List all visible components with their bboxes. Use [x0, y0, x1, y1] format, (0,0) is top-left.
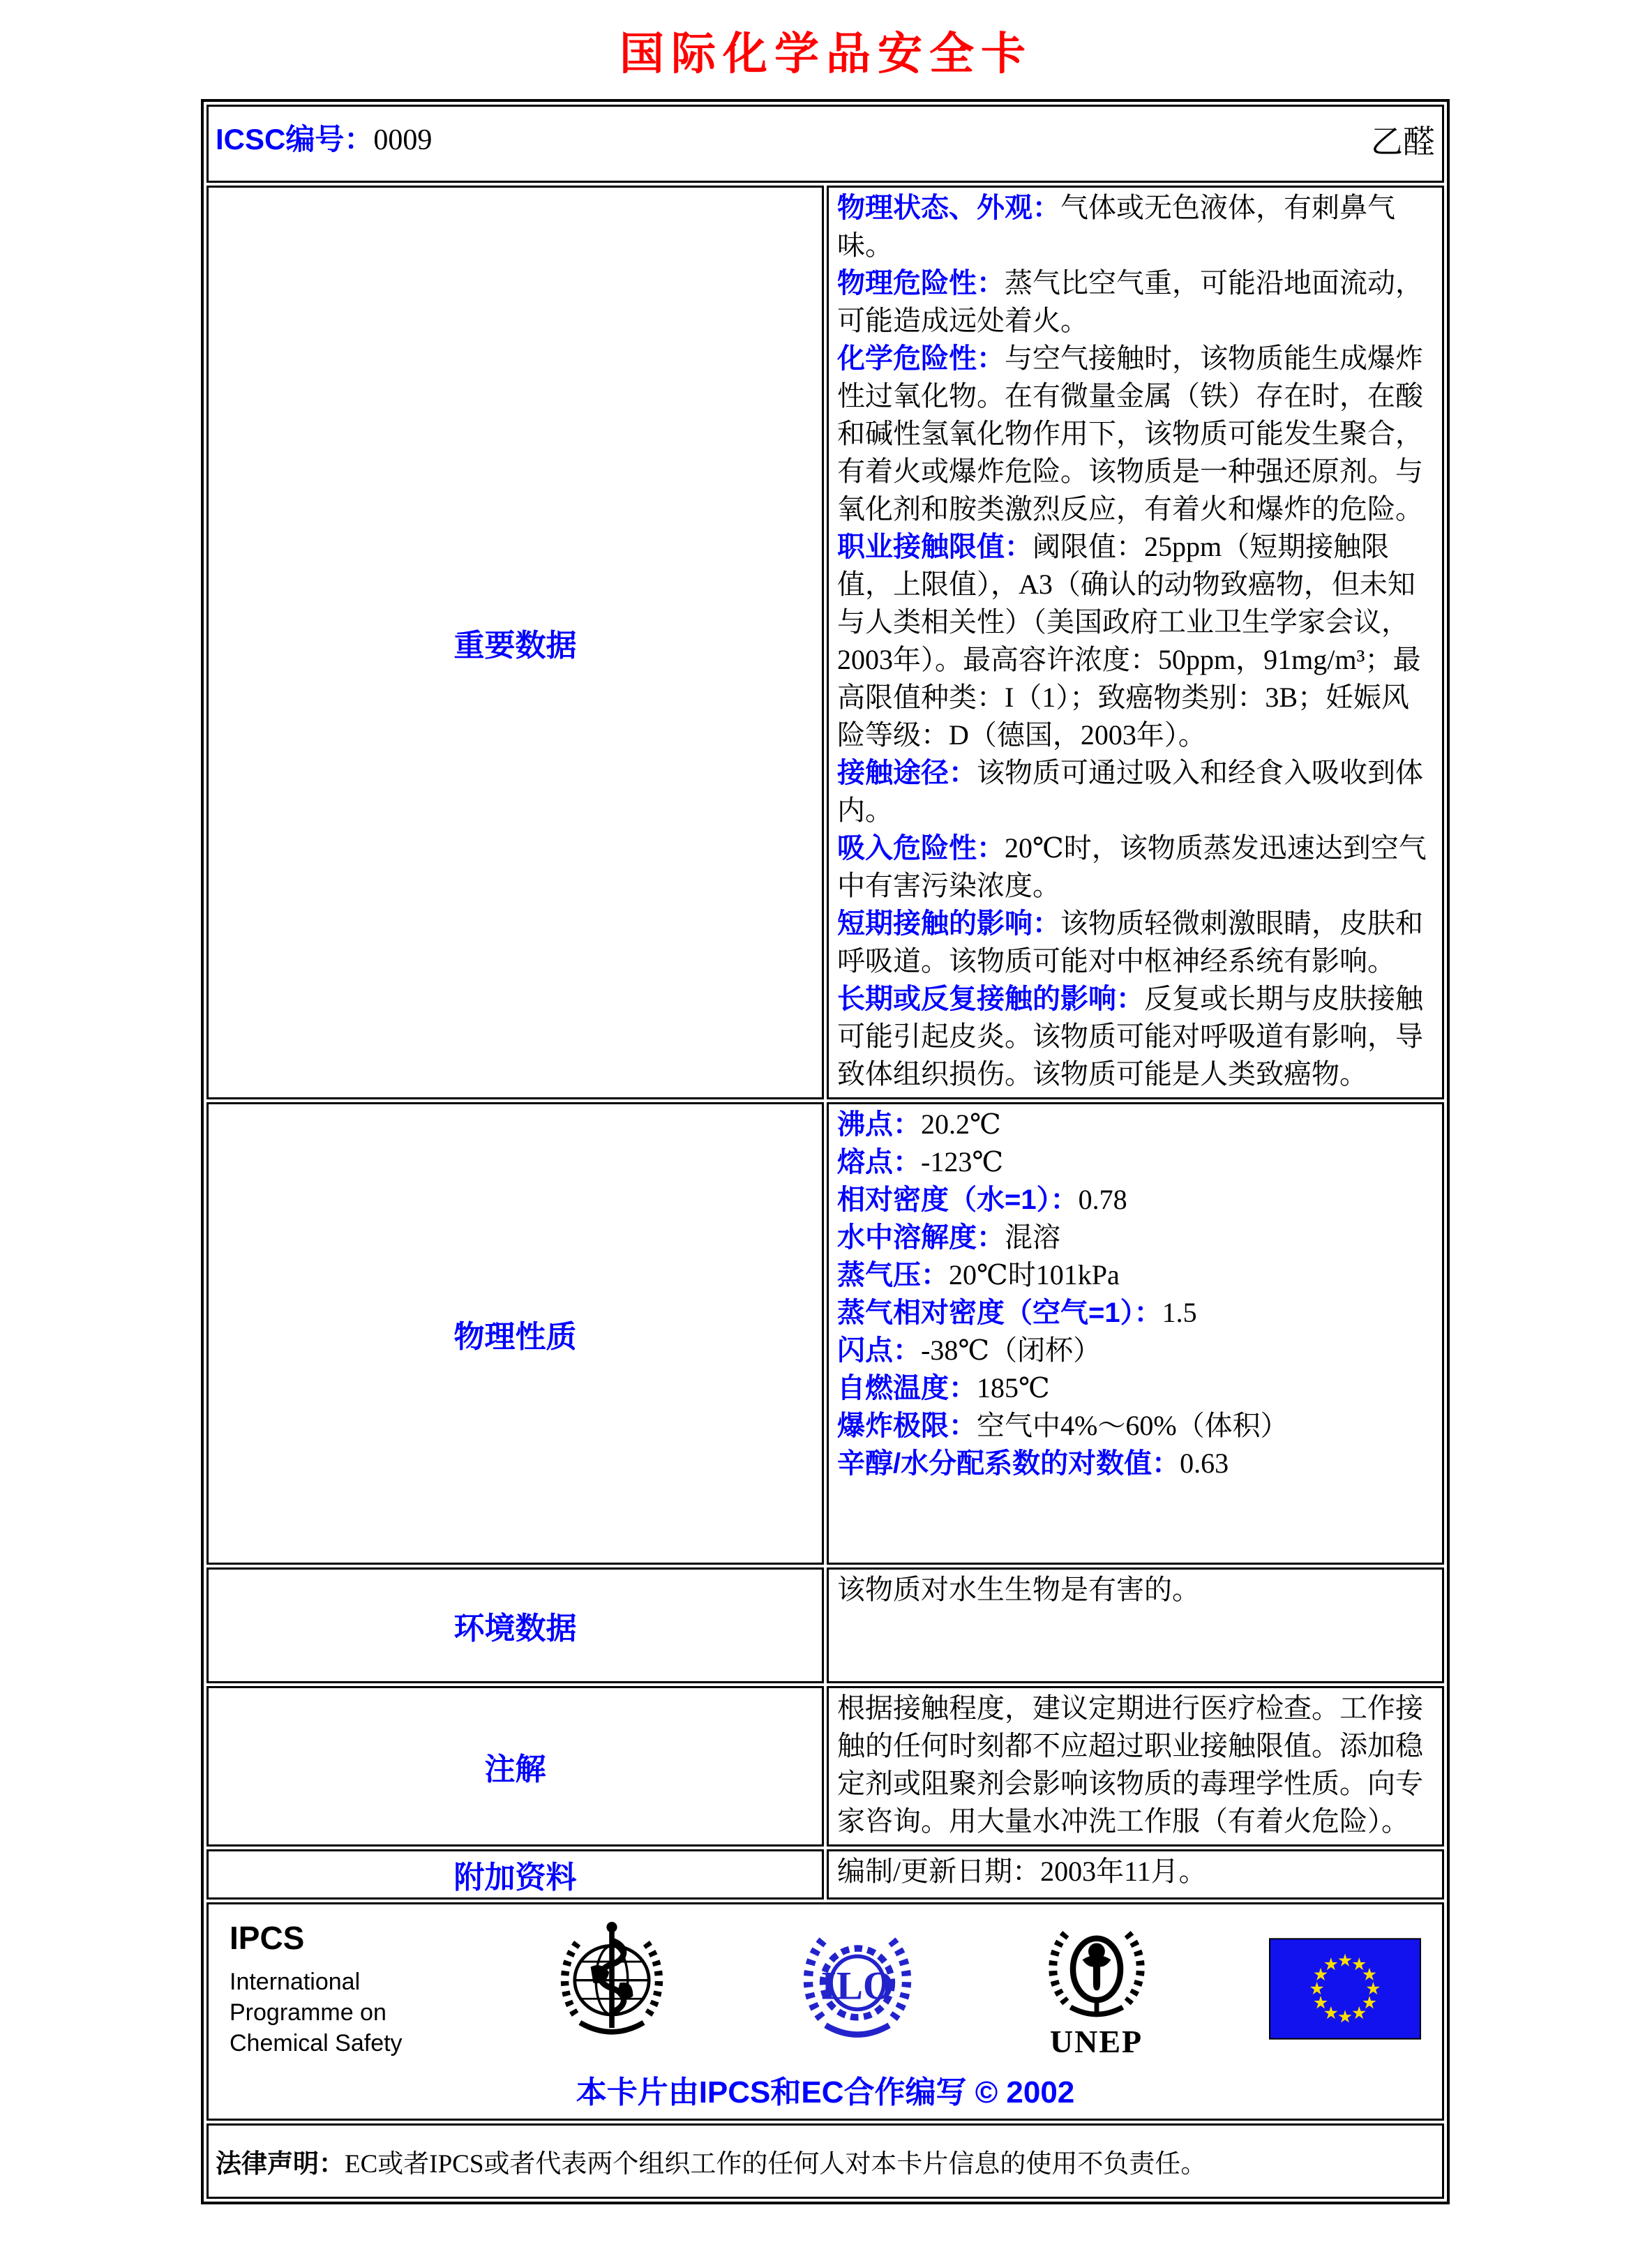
- cooperation-caption: 本卡片由IPCS和EC合作编写 © 2002: [576, 2075, 1075, 2110]
- field-physical-state: 物理状态、外观：气体或无色液体，有刺鼻气味。: [837, 192, 1395, 261]
- unep-logo-icon: [1037, 1917, 1156, 2029]
- important-data-content: [827, 186, 1444, 1099]
- field-melting-point: 熔点：-123℃: [837, 1146, 1004, 1178]
- additional-info-text: 编制/更新日期：2003年11月。: [837, 1856, 1207, 1887]
- legal-notice-text: EC或者IPCS或者代表两个组织工作的任何人对本卡片信息的使用不负责任。: [345, 2150, 1207, 2179]
- field-inhalation-risk: 吸入危险性：20℃时，该物质蒸发迅速达到空气中有害污染浓度。: [837, 832, 1427, 901]
- field-boiling-point: 沸点：20.2℃: [837, 1108, 1001, 1140]
- who-logo-icon: [546, 1919, 678, 2059]
- physical-properties-content: [827, 1102, 1444, 1565]
- section-notes-row: [206, 1686, 1444, 1847]
- icsc-number-value: 0009: [373, 124, 433, 156]
- field-exposure-routes: 接触途径：该物质可通过吸入和经食入吸收到体内。: [837, 757, 1423, 826]
- unep-logo-block: [1037, 1917, 1156, 2060]
- field-occupational-exposure-limits: 职业接触限值：阈限值：25ppm（短期接触限值，上限值），A3（确认的动物致癌物，但未知与人类相关性）（美国政府工业卫生学家会议，2003年）。最高容许浓度：50ppm，91mg/m³；最高限值种类：I（1）；致癌物类别：3B；妊娠风险等级：D（德国，2003年）。: [837, 531, 1421, 751]
- ilo-logo-icon: [791, 1919, 924, 2059]
- safety-card-table: [201, 99, 1450, 2204]
- section-physical-properties-row: [206, 1102, 1444, 1565]
- section-additional-info-row: [206, 1849, 1444, 1900]
- field-octanol-water-partition: 辛醇/水分配系数的对数值：0.63: [837, 1447, 1229, 1479]
- additional-info-content: [827, 1849, 1444, 1900]
- notes-text: 根据接触程度，建议定期进行医疗检查。工作接触的任何时刻都不应超过职业接触限值。添加稳定剂或阻聚剂会影响该物质的毒理学性质。向专家咨询。用大量水冲洗工作服（有着火危险）。: [837, 1692, 1423, 1837]
- field-explosive-limits: 爆炸极限：空气中4%～60%（体积）: [837, 1410, 1289, 1441]
- additional-info-section-label: 附加资料: [206, 1849, 824, 1900]
- legal-notice-label: 法律声明：: [216, 2149, 345, 2178]
- field-chemical-danger: 化学危险性：与空气接触时，该物质能生成爆炸性过氧化物。在有微量金属（铁）存在时，在酸和碱性氢氧化物作用下，该物质可能发生聚合，有着火或爆炸危险。该物质是一种强还原剂。与氧化剂和胺类激烈反应，有着火和爆炸的危险。: [837, 343, 1423, 525]
- environmental-data-text: 该物质对水生生物是有害的。: [837, 1574, 1200, 1605]
- icsc-number-group: [216, 116, 432, 158]
- ipcs-line-3: Chemical Safety: [230, 2029, 403, 2056]
- field-vapor-pressure: 蒸气压：20℃时101kPa: [837, 1259, 1120, 1291]
- chemical-name: 乙醛: [1371, 124, 1435, 160]
- notes-content: [827, 1686, 1444, 1847]
- logos-cell: [206, 1902, 1444, 2121]
- field-relative-density: 相对密度（水=1）：0.78: [837, 1184, 1127, 1215]
- unep-label: UNEP: [1049, 2024, 1143, 2059]
- header-cell: [206, 105, 1444, 183]
- field-physical-danger: 物理危险性：蒸气比空气重，可能沿地面流动，可能造成远处着火。: [837, 267, 1423, 336]
- page-title: 国际化学品安全卡: [620, 29, 1032, 79]
- field-water-solubility: 水中溶解度：混溶: [837, 1221, 1060, 1253]
- field-flash-point: 闪点：-38℃（闭杯）: [837, 1334, 1102, 1366]
- field-long-term-effects: 长期或反复接触的影响：反复或长期与皮肤接触可能引起皮炎。该物质可能对呼吸道有影响，导致体组织损伤。该物质可能是人类致癌物。: [837, 983, 1423, 1090]
- ipcs-line-1: International: [230, 1968, 361, 1995]
- legal-row: [206, 2123, 1444, 2199]
- physical-properties-section-label: 物理性质: [206, 1102, 824, 1565]
- notes-section-label: 注解: [206, 1686, 824, 1847]
- ipcs-line-2: Programme on: [230, 1999, 386, 2026]
- important-data-section-label: 重要数据: [206, 186, 824, 1099]
- legal-cell: [206, 2123, 1444, 2199]
- eu-flag-icon: [1269, 1938, 1421, 2040]
- ipcs-abbr: IPCS: [230, 1919, 305, 1956]
- environmental-data-content: [827, 1567, 1444, 1683]
- field-vapor-relative-density: 蒸气相对密度（空气=1）：1.5: [837, 1297, 1197, 1328]
- environmental-data-section-label: 环境数据: [206, 1567, 824, 1683]
- field-autoignition-temperature: 自燃温度：185℃: [837, 1372, 1050, 1404]
- icsc-number-label: ICSC编号：: [216, 123, 374, 156]
- section-environmental-data-row: [206, 1567, 1444, 1683]
- logos-row: [206, 1902, 1444, 2121]
- header-row: [206, 105, 1444, 183]
- section-important-data-row: [206, 186, 1444, 1099]
- ipcs-text-block: [230, 1919, 432, 2059]
- field-short-term-effects: 短期接触的影响：该物质轻微刺激眼睛，皮肤和呼吸道。该物质可能对中枢神经系统有影响。: [837, 908, 1423, 977]
- ilo-letters: ILO: [820, 1963, 894, 2008]
